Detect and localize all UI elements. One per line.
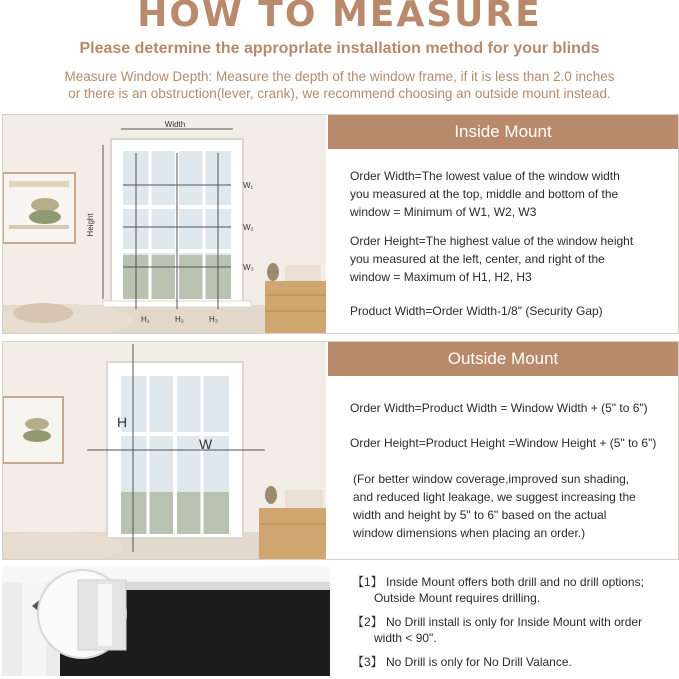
note-2 [352, 614, 642, 646]
page-title: HOW TO MEASURE [137, 0, 542, 35]
inside-mount-header: Inside Mount [328, 115, 678, 149]
note-3: 【3】 No Drill is only for No Drill Valance. [352, 655, 572, 669]
h3-label: H₃ [209, 315, 219, 324]
inside-product-width-text: Product Width=Order Width-1/8" (Security Gap) [350, 304, 603, 318]
w1-label: W₁ [243, 181, 254, 190]
text-line: (For better window coverage,improved sun shading, [353, 472, 630, 486]
height-label: Height [86, 213, 95, 237]
outside-w-label: W [199, 436, 213, 452]
outside-mount-photo [3, 342, 326, 559]
inside-mount-illustration [3, 115, 326, 333]
width-label: Width [164, 120, 186, 129]
text-line: you measured at the top, middle and bottom of the [350, 187, 619, 201]
text-line: Order Height=The highest value of the window height [350, 234, 634, 248]
outside-suggestion-text [353, 470, 636, 542]
outside-order-height-text: Order Height=Product Height =Window Height + (5" to 6") [350, 436, 657, 450]
text-line: window = Minimum of W1, W2, W3 [350, 205, 537, 219]
text-line: and reduced light leakage, we suggest increasing the [353, 490, 636, 504]
outside-mount-illustration [3, 342, 326, 559]
notes-panel [2, 566, 677, 676]
inside-mount-panel [2, 114, 679, 334]
text-line: 【1】 Inside Mount offers both drill and no drill options; [352, 575, 644, 589]
text-line: Outside Mount requires drilling. [374, 591, 541, 605]
text-line: window dimensions when placing an order.) [353, 526, 586, 540]
text-line: Order Width=The lowest value of the window width [350, 169, 620, 183]
outside-h-label: H [117, 414, 128, 430]
w2-label: W₂ [243, 223, 254, 232]
text-line: you measured at the left, center, and right of the [350, 252, 605, 266]
note-line-2: or there is an obstruction(lever, crank), we recommend choosing an outside mount instead. [68, 86, 611, 101]
text-line: width < 90". [374, 631, 437, 645]
inside-order-height-text [350, 232, 633, 286]
inside-mount-photo [3, 115, 326, 333]
window-depth-note [0, 68, 679, 102]
outside-mount-panel [2, 341, 679, 560]
blind-closeup-illustration [2, 566, 330, 676]
inside-order-width-text [350, 167, 620, 221]
blind-closeup-photo [2, 566, 330, 676]
text-line: width and height by 5" to 6" based on the actual [353, 508, 607, 522]
note-line-1: Measure Window Depth: Measure the depth of the window frame, if it is less than 2.0 inches [64, 69, 615, 84]
text-line: 【2】 No Drill install is only for Inside Mount with order [352, 615, 643, 629]
outside-mount-header: Outside Mount [328, 342, 678, 376]
outside-order-width-text: Order Width=Product Width = Window Width + (5" to 6") [350, 401, 648, 415]
note-1 [352, 574, 644, 606]
w3-label: W₃ [243, 263, 254, 272]
text-line: window = Maximum of H1, H2, H3 [350, 270, 532, 284]
page-subtitle: Please determine the approprlate installation method for your blinds [79, 40, 600, 57]
h2-label: H₂ [175, 315, 184, 324]
h1-label: H₁ [141, 315, 150, 324]
